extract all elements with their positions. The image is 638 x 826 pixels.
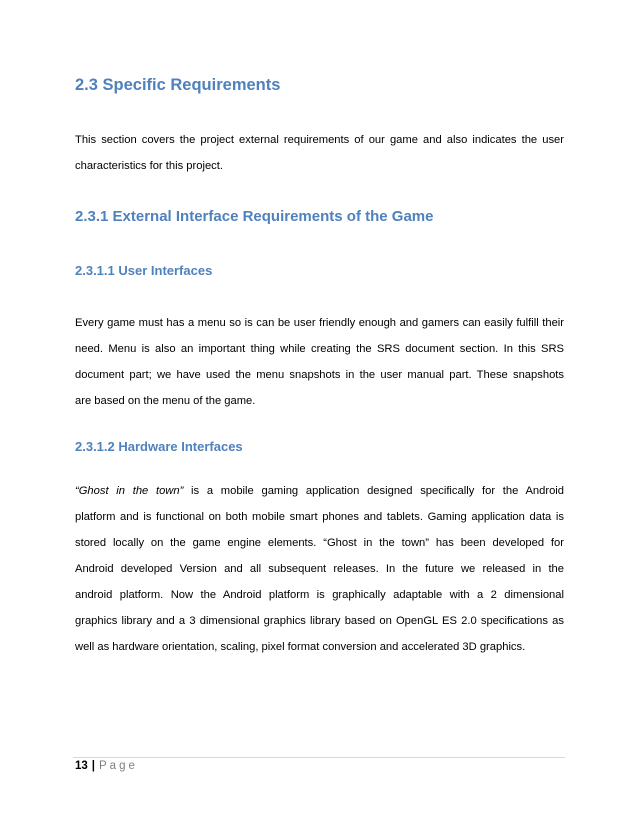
paragraph-line: characteristics for this project. <box>75 160 223 172</box>
user-interfaces-paragraph <box>75 310 564 414</box>
paragraph-line-text: is a mobile gaming application designed specifically for the Android <box>183 485 565 497</box>
hardware-interfaces-heading: 2.3.1.2 Hardware Interfaces <box>75 439 243 454</box>
page-footer <box>75 760 138 772</box>
paragraph-line: This section covers the project external requirements of our game and also indicates the user <box>75 134 564 146</box>
paragraph-line: Every game must has a menu so is can be user friendly enough and gamers can easily fulfill their <box>75 317 564 329</box>
paragraph-line: well as hardware orientation, scaling, pixel format conversion and accelerated 3D graphics. <box>75 641 526 653</box>
paragraph-line: are based on the menu of the game. <box>75 395 256 407</box>
footer-divider <box>73 757 565 758</box>
paragraph-line: graphics library and a 3 dimensional graphics library based on OpenGL ES 2.0 specifications as <box>75 615 564 627</box>
paragraph-line: need. Menu is also an important thing while creating the SRS document section. In this SRS <box>75 343 564 355</box>
subsection-heading: 2.3.1 External Interface Requirements of the Game <box>75 208 434 225</box>
page-number: 13 <box>75 760 88 772</box>
footer-separator: | <box>91 760 96 772</box>
paragraph-line: android platform. Now the Android platform is graphically adaptable with a 2 dimensional <box>75 589 564 601</box>
user-interfaces-heading: 2.3.1.1 User Interfaces <box>75 263 213 278</box>
paragraph-line: stored locally on the game engine elements. “Ghost in the town” has been developed for <box>75 537 564 549</box>
intro-paragraph <box>75 127 564 179</box>
paragraph-line: Android developed Version and all subsequent releases. In the future we released in the <box>75 563 564 575</box>
hardware-interfaces-paragraph <box>75 478 564 660</box>
paragraph-line <box>75 478 564 504</box>
page-label: Page <box>99 760 138 772</box>
paragraph-line: document part; we have used the menu snapshots in the user manual part. These snapshots <box>75 369 564 381</box>
game-title-italic: “Ghost in the town” <box>75 485 184 497</box>
paragraph-line: platform and is functional on both mobile smart phones and tablets. Gaming application data is <box>75 511 564 523</box>
section-heading: 2.3 Specific Requirements <box>75 76 281 94</box>
